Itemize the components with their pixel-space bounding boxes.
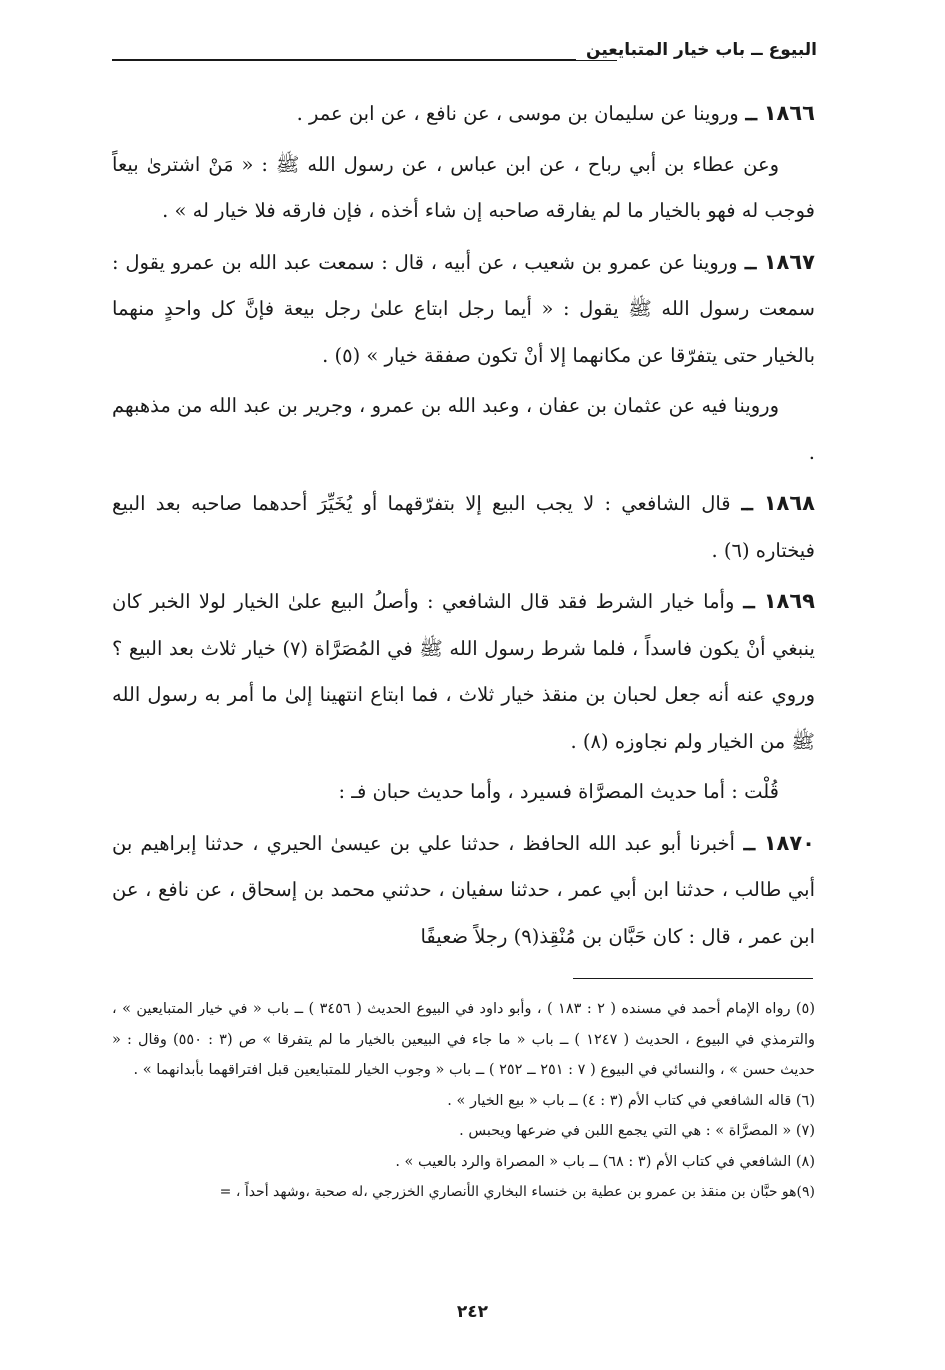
running-header — [112, 36, 817, 76]
dash-separator: ــ — [738, 102, 764, 125]
footnote-9: (٩)هو حبَّان بن منقذ بن عمرو بن عطية بن خنساء البخاري الأنصاري الخزرجي ،له صحبة ،وشهد أحداً ، = — [219, 1184, 815, 1200]
paragraph-continuation — [112, 383, 815, 476]
footnote-6: (٦) قاله الشافعي في كتاب الأم (٣ : ٤) ــ باب « بيع الخيار » . — [447, 1092, 815, 1109]
header-rule — [112, 59, 617, 61]
page-number: ٢٤٢ — [456, 1302, 489, 1322]
paragraph-1869 — [112, 578, 815, 765]
paragraph-continuation — [112, 142, 815, 235]
paragraph-text: وأما خيار الشرط فقد قال الشافعي : وأصلُ البيع علىٰ الخيار لولا الخبر كان ينبغي أنْ يكون فاسداً ، فلما شرط رسول الله ﷺ في المُصَرَّاة (٧) خيار ثلاث بعد البيع ؟ وروي عنه أنه جعل لحبان بن منقذ خيار ثلاث ، فما ابتاع انتهينا إلىٰ ما أمر به رسول الله ﷺ من الخيار ولم نجاوزه (٨) . — [112, 590, 815, 753]
paragraph-1870 — [112, 820, 815, 961]
paragraph-text: وروينا عن سليمان بن موسى ، عن نافع ، عن ابن عمر . — [296, 102, 739, 125]
footnote-7: (٧) « المصرَّاة » : هي التي يجمع اللبن في ضرعها ويحبس . — [459, 1123, 815, 1139]
hadith-number: ١٨٦٩ — [763, 589, 815, 613]
dash-separator: ــ — [737, 250, 764, 274]
paragraph-comment — [112, 769, 815, 816]
hadith-number: ١٨٦٨ — [763, 491, 815, 515]
footnote-8: (٨) الشافعي في كتاب الأم (٣ : ٦٨) ــ باب « المصراة والرد بالعيب » . — [395, 1153, 815, 1170]
paragraph-text: وروينا عن عمرو بن شعيب ، عن أبيه ، قال : سمعت عبد الله بن عمرو يقول : سمعت رسول الله ﷺ يقول : « أيما رجل ابتاع علىٰ رجل بيعة فإنَّ كل واحدٍ منهما بالخيار حتى يتفرّقا عن مكانهما إلا أنْ تكون صفقة خيار » (٥) . — [112, 250, 815, 367]
footnote-rule — [573, 978, 813, 979]
paragraph-text: أخبرنا أبو عبد الله الحافظ ، حدثنا علي بن عيسىٰ الحيري ، حدثنا إبراهيم بن أبي طالب ، حدثنا ابن أبي عمر ، حدثنا سفيان ، حدثني محمد بن إسحاق ، عن نافع ، عن ابن عمر ، قال : كان حَبَّان بن مُنْقِذ(٩) رجلاً ضعيفًا — [112, 831, 815, 948]
paragraph-1866 — [112, 90, 815, 138]
footnotes — [112, 994, 815, 1208]
paragraph-text: قال الشافعي : لا يجب البيع إلا بتفرّقهما أو يُخَيِّرَ أحدهما صاحبه بعد البيع فيختاره (٦) . — [112, 492, 815, 562]
paragraph-text: وعن عطاء بن أبي رباح ، عن ابن عباس ، عن رسول الله ﷺ : « مَنْ اشترىٰ بيعاً فوجب له فهو بالخيار ما لم يفارقه صاحبه إن شاء أخذه ، فإن فارقه فلا خيار له » . — [112, 152, 815, 222]
dash-separator: ــ — [734, 831, 764, 855]
footnote-5: (٥) رواه الإمام أحمد في مسنده ( ٢ : ١٨٣ ) ، وأبو داود في البيوع الحديث ( ٣٤٥٦ ) ــ باب « في خيار المتبايعين » ، والترمذي في البيوع ، الحديث ( ١٢٤٧ ) ــ باب « ما جاء في البيعين بالخيار ما لم يتفرقا » ص (٣ : ٥٥٠) وقال : « حديث حسن » ، والنسائي في البيوع ( ٧ : ٢٥١ ــ ٢٥٢ ) ــ باب « وجوب الخيار للمتبايعين قبل افتراقهما بأبدانهما » . — [112, 1001, 815, 1078]
dash-separator: ــ — [730, 492, 764, 515]
paragraph-text: وروينا فيه عن عثمان بن عفان ، وعبد الله بن عمرو ، وجرير بن عبد الله من مذهبهم . — [112, 394, 815, 464]
hadith-number: ١٨٦٦ — [763, 101, 815, 125]
paragraph-1868 — [112, 480, 815, 574]
hadith-number: ١٨٦٧ — [763, 249, 815, 274]
dash-separator: ــ — [734, 590, 764, 613]
paragraph-1867 — [112, 239, 815, 380]
running-title: البيوع ــ باب خيار المتبايعين — [576, 40, 817, 60]
hadith-number: ١٨٧٠ — [763, 830, 815, 855]
body-text — [112, 90, 815, 964]
paragraph-text: قُلْت : أما حديث المصرَّاة فسيرد ، وأما حديث حبان فـ : — [338, 780, 779, 803]
